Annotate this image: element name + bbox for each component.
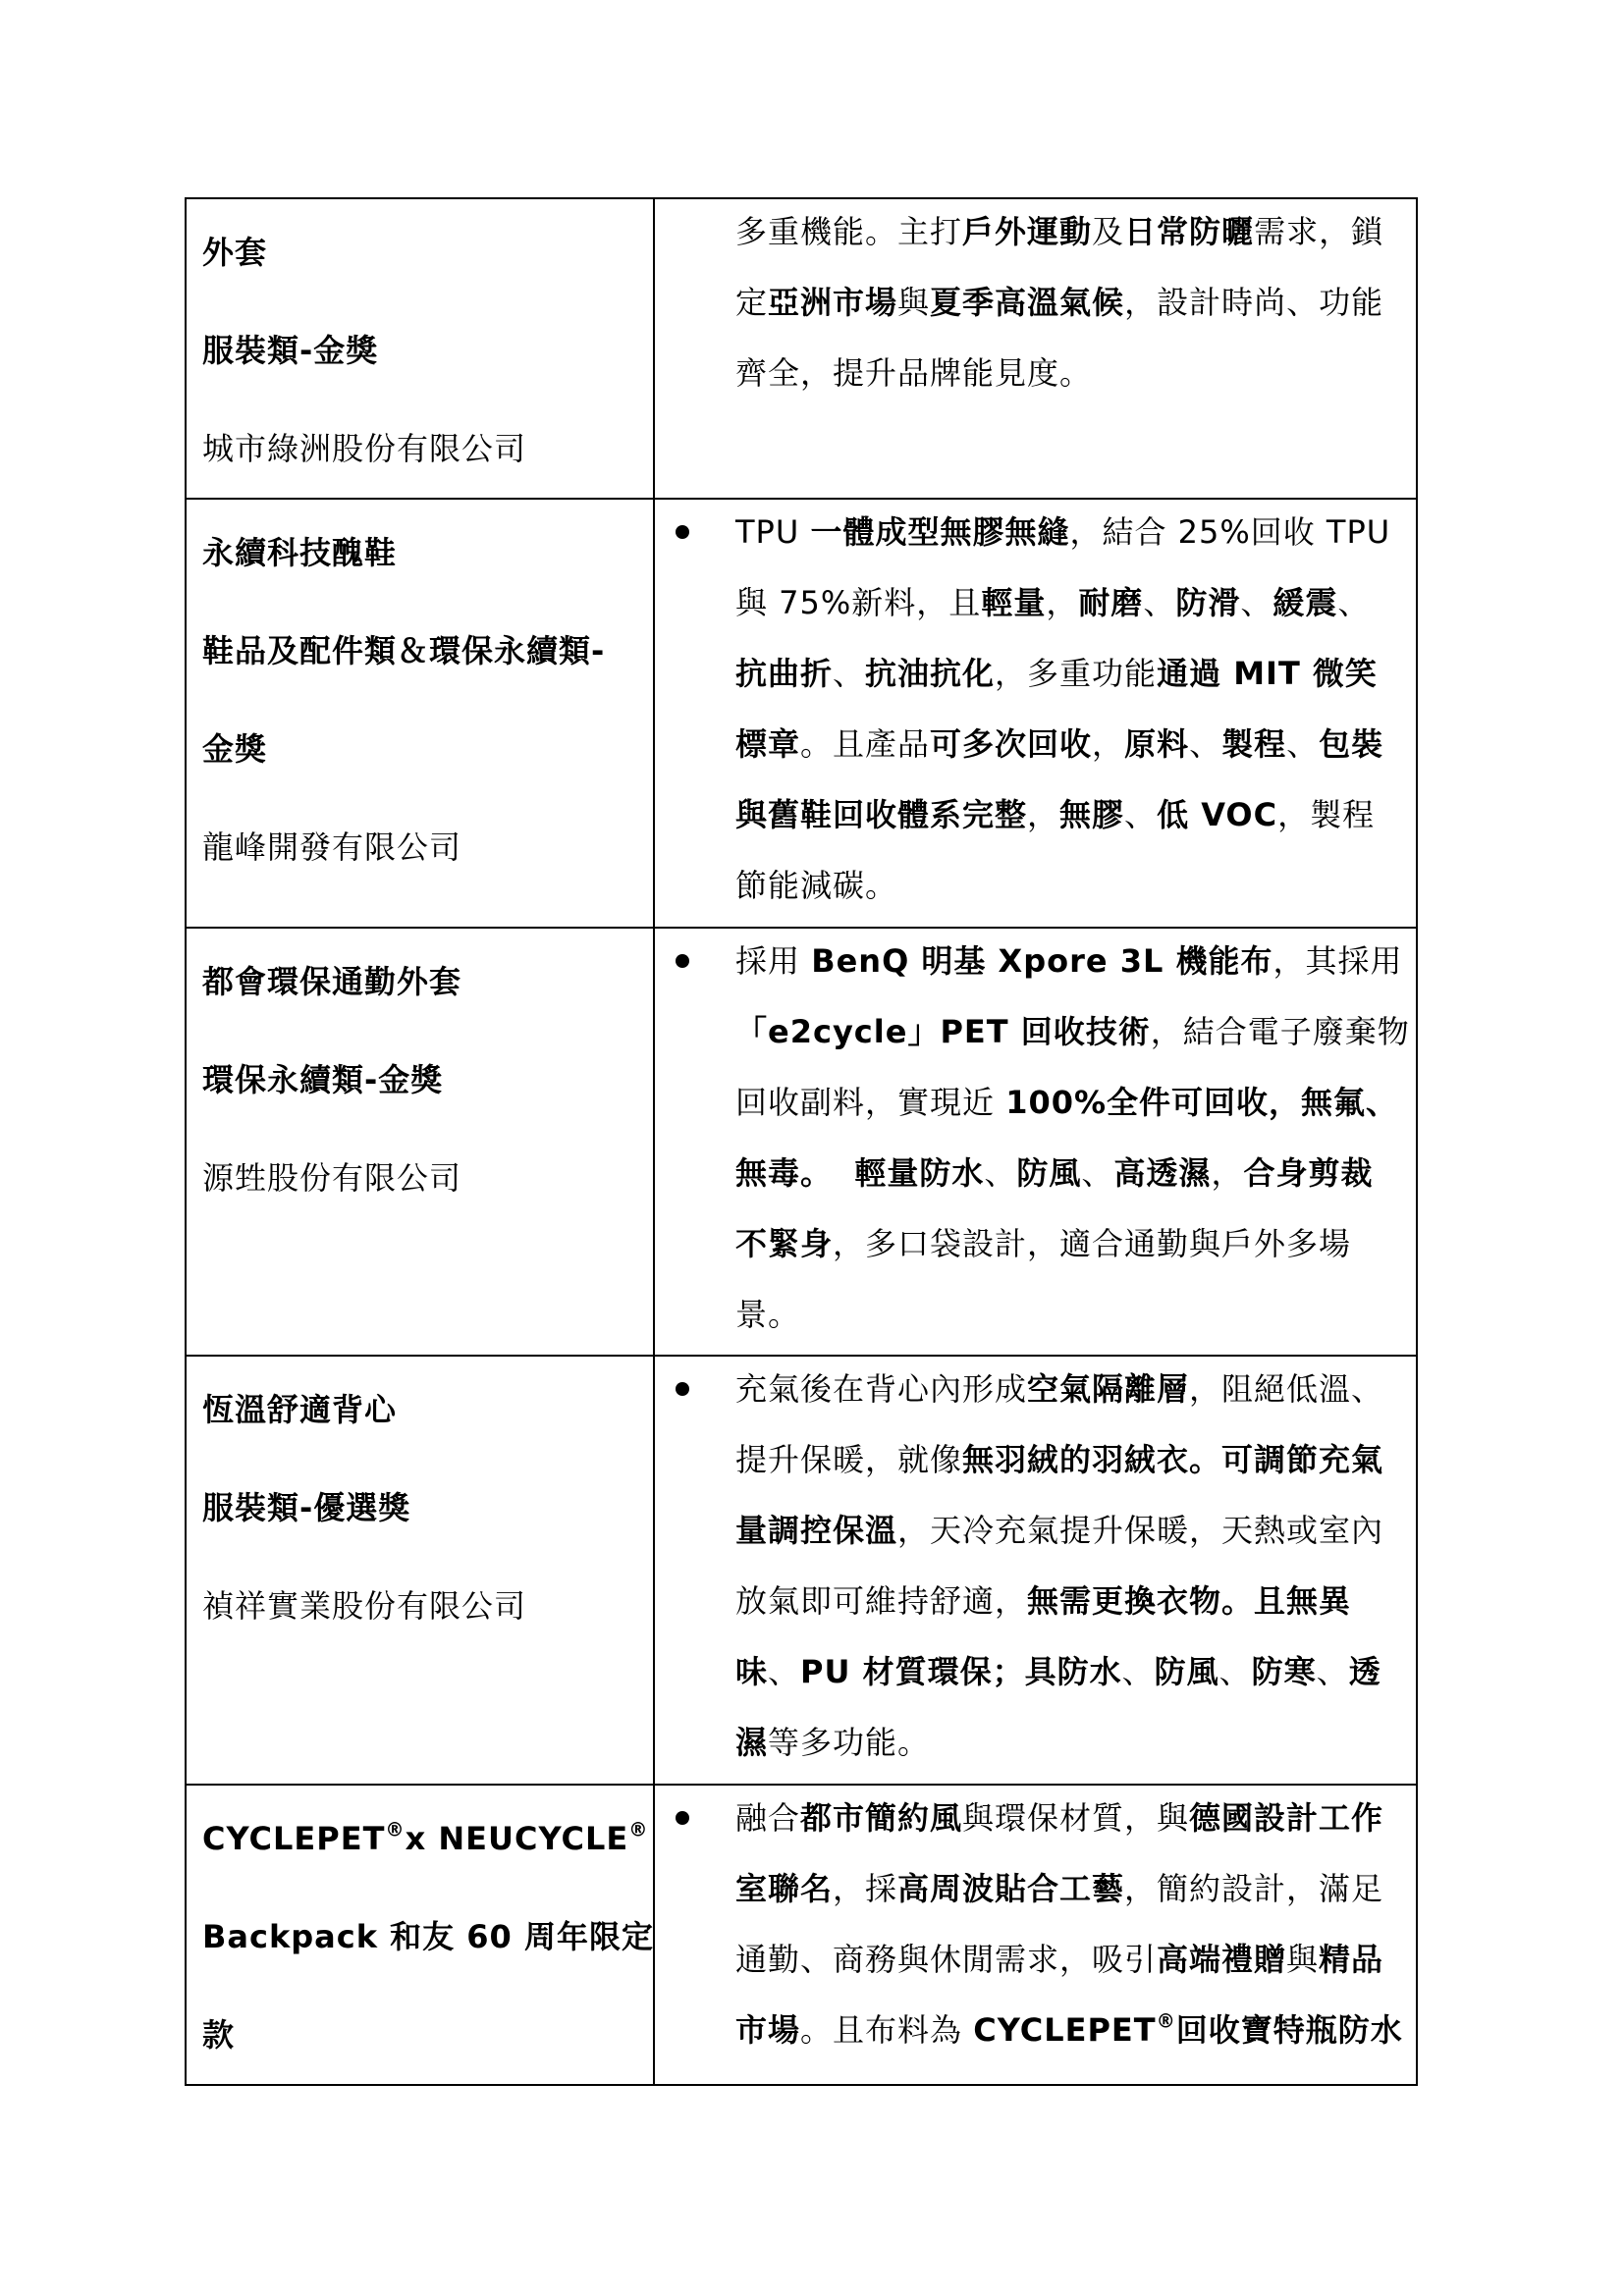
description-cell [654,1356,1417,1785]
description-text [735,196,1408,408]
product-info-cell [186,1785,654,2085]
bold-text-run: Backpack 和友 60 周年限定 [202,1918,654,1955]
description-line [735,850,1408,921]
product-info-cell [186,198,654,499]
text-run: 多重機能。主打 [735,213,963,250]
text-run: 、 [1240,584,1273,621]
description-text [735,1354,1408,1778]
bold-text-run: 服裝類-金獎 [202,332,379,369]
text-run: TPU [735,513,811,551]
description-line [735,1138,1408,1208]
text-run: 回收副料，實現近 [735,1084,1006,1121]
description-line [735,1495,1408,1566]
bold-text-run: 無膠 [1059,796,1125,833]
text-run: 、 [1121,1653,1155,1690]
bold-text-run: 與舊鞋回收體系完整 [735,796,1028,833]
text-run: 融合 [735,1799,801,1837]
text-run: ，製程 [1277,796,1376,833]
text-run: 源甡股份有限公司 [202,1159,462,1197]
description-line [735,709,1408,779]
product-name-line [202,1789,649,1888]
bold-text-run: 金獎 [202,730,268,768]
text-run: 與 75%新料，且 [735,584,982,621]
description-text [735,926,1408,1350]
product-info-line [202,798,645,896]
bold-text-run: 製程 [1221,725,1287,763]
description-line [735,1636,1408,1707]
description-text [735,1783,1408,2065]
description-line [735,1566,1408,1636]
text-run: ，多口袋設計，適合通勤與戶外多場 [833,1225,1352,1262]
text-run: 定 [735,284,769,321]
product-info-line [202,1459,645,1557]
award-row [186,928,1417,1356]
registered-mark: ® [385,1818,406,1842]
bold-text-run: 可多次回收 [930,725,1093,763]
product-info-line [202,700,645,798]
text-run: 與 [1286,1941,1320,1978]
bold-text-run: 「e2cycle」PET 回收技術 [735,1013,1151,1050]
bold-text-run: 無羽絨的羽絨衣。可調節充氣 [962,1441,1384,1478]
registered-mark: ® [628,1818,649,1842]
product-info-text [202,203,645,498]
product-info-line [202,1129,645,1227]
description-line [735,996,1408,1067]
product-name-line [202,1361,645,1459]
product-info-text [202,1789,654,2084]
text-run: 、 [1124,796,1158,833]
text-run: 。且布料為 [800,2011,974,2049]
text-run: 、 [1143,584,1176,621]
description-line [735,338,1408,408]
description-line [735,196,1408,267]
text-run: 城市綠洲股份有限公司 [202,430,527,467]
product-name-line [202,933,645,1031]
bold-text-run: 不緊身 [735,1225,834,1262]
product-info-text [202,504,645,896]
text-run: 、 [1316,1653,1349,1690]
text-run: ，阻絕低溫、 [1189,1370,1384,1408]
product-name-line [202,203,645,301]
description-line [735,1424,1408,1495]
description-line [735,1707,1408,1778]
text-run: ，多重功能 [995,655,1158,692]
bold-text-run: 高透濕 [1113,1154,1212,1192]
award-row [186,1356,1417,1785]
bold-text-run: PU 材質環保；具防水 [800,1653,1122,1690]
bold-text-run: 鞋品及配件類＆環保永續類- [202,632,606,669]
description-cell [654,928,1417,1356]
bold-text-run: 外套 [202,234,268,271]
description-line [735,1208,1408,1279]
bold-text-run: 無毒。 [735,1154,834,1192]
text-run: 採用 [735,942,812,980]
text-run: ， [1092,725,1125,763]
bold-text-run: 標章 [735,725,801,763]
product-name-line [202,504,645,602]
text-run: 齊全，提升品牌能見度。 [735,354,1093,392]
text-run: 放氣即可維持舒適， [735,1582,1028,1620]
bold-text-run: 100%全件可回收，無氟、 [1005,1084,1399,1121]
text-run: 及 [1092,213,1125,250]
bold-text-run: 日常防曬 [1124,213,1255,250]
bold-text-run: 防風 [1016,1154,1082,1192]
bullet-icon [676,1811,689,1825]
text-run: 龍峰開發有限公司 [202,828,462,866]
bold-text-run: 都市簡約風 [800,1799,963,1837]
registered-mark: ® [1156,2009,1176,2033]
bold-text-run: 輕量 [981,584,1047,621]
bold-text-run: 一體成型無膠無縫 [810,513,1070,551]
text-run: 、 [1337,584,1371,621]
bold-text-run: 無需更換衣物。且無異 [1027,1582,1352,1620]
product-info-line [202,1986,645,2084]
text-run: ， [1211,1154,1244,1192]
bold-text-run: 服裝類-優選獎 [202,1489,411,1526]
text-run: 等多功能。 [768,1724,931,1761]
description-line [735,267,1408,338]
bold-text-run: 環保永續類-金獎 [202,1061,444,1098]
bold-text-run: 濕 [735,1724,769,1761]
bold-text-run: 夏季高溫氣候 [930,284,1125,321]
bold-text-run: CYCLEPET [973,2011,1157,2049]
description-line [735,1354,1408,1424]
bold-text-run: 防寒 [1251,1653,1317,1690]
description-line [735,1924,1408,1995]
bold-text-run: 抗油抗化 [865,655,996,692]
description-text [735,497,1408,921]
product-info-cell [186,499,654,928]
bold-text-run: 市場 [735,2011,801,2049]
product-info-cell [186,1356,654,1785]
text-run: 需求，鎖 [1254,213,1384,250]
text-run: 、 [1286,725,1320,763]
product-info-line [202,1031,645,1129]
description-line [735,926,1408,996]
product-info-line [202,1888,654,1986]
bold-text-run: 防滑 [1175,584,1241,621]
description-line [735,567,1408,638]
text-run: 禎祥實業股份有限公司 [202,1587,527,1625]
description-cell [654,499,1417,928]
bold-text-run: CYCLEPET [202,1820,386,1857]
bold-text-run: 空氣隔離層 [1027,1370,1190,1408]
description-line [735,497,1408,567]
bold-text-run: 高端禮贈 [1157,1941,1287,1978]
text-run: ，其採用 [1272,942,1403,980]
bold-text-run: 低 VOC [1157,796,1278,833]
bold-text-run: x NEUCYCLE [405,1820,629,1857]
text-run: 景。 [735,1296,801,1333]
text-run: 與 [897,284,931,321]
award-row [186,499,1417,928]
text-run: ，簡約設計，滿足 [1124,1870,1384,1907]
bold-text-run: 包裝 [1319,725,1384,763]
product-info-line [202,602,645,700]
bold-text-run: 合身剪裁 [1243,1154,1374,1192]
description-line [735,1279,1408,1350]
text-run: ， [1027,796,1060,833]
bold-text-run: 亞洲市場 [768,284,898,321]
bold-text-run: 味 [735,1653,769,1690]
bold-text-run: 高周波貼合工藝 [897,1870,1125,1907]
bullet-icon [676,1382,689,1396]
bullet-icon [676,954,689,968]
text-run: 充氣後在背心內形成 [735,1370,1028,1408]
bold-text-run: 戶外運動 [962,213,1093,250]
text-run: ， [1046,584,1079,621]
description-line [735,1783,1408,1853]
text-run: 與環保材質，與 [962,1799,1190,1837]
product-info-cell [186,928,654,1356]
bold-text-run: 抗曲折 [735,655,834,692]
product-info-text [202,1361,645,1655]
text-run: 、 [833,655,866,692]
bold-text-run: 回收寶特瓶防水 [1175,2011,1403,2049]
product-info-text [202,933,645,1227]
text-run: 、 [1189,725,1222,763]
text-run: 、 [984,1154,1017,1192]
text-run: ，結合電子廢棄物 [1150,1013,1410,1050]
text-run [833,1154,854,1192]
bold-text-run: 款 [202,2016,236,2054]
award-table [185,197,1418,2086]
bold-text-run: 德國設計工作 [1189,1799,1384,1837]
description-line [735,638,1408,709]
product-info-line [202,1557,645,1655]
bold-text-run: 防風 [1154,1653,1219,1690]
text-run: 、 [1218,1653,1252,1690]
bold-text-run: BenQ 明基 Xpore 3L 機能布 [811,942,1273,980]
text-run: 通勤、商務與休閒需求，吸引 [735,1941,1158,1978]
description-line [735,1853,1408,1924]
text-run: ，採 [833,1870,898,1907]
description-cell [654,1785,1417,2085]
text-run: 提升保暖，就像 [735,1441,963,1478]
award-table-body [186,198,1417,2085]
text-run: 、 [768,1653,801,1690]
bold-text-run: 原料 [1124,725,1190,763]
bold-text-run: 耐磨 [1078,584,1144,621]
text-run: ，結合 25%回收 TPU [1069,513,1391,551]
award-row [186,198,1417,499]
text-run: 、 [1081,1154,1114,1192]
bold-text-run: 永續科技醜鞋 [202,534,398,571]
text-run: ，天冷充氣提升保暖，天熱或室內 [897,1512,1384,1549]
bold-text-run: 量調控保溫 [735,1512,898,1549]
description-line [735,1067,1408,1138]
description-cell [654,198,1417,499]
product-info-line [202,400,645,498]
bold-text-run: 緩震 [1272,584,1338,621]
bullet-icon [676,525,689,539]
bold-text-run: 透 [1348,1653,1381,1690]
bold-text-run: 通過 MIT 微笑 [1157,655,1378,692]
award-row [186,1785,1417,2085]
bold-text-run: 都會環保通勤外套 [202,963,462,1000]
description-line [735,1995,1408,2065]
bold-text-run: 精品 [1319,1941,1384,1978]
product-info-line [202,301,645,400]
text-run: ，設計時尚、功能 [1124,284,1384,321]
bold-text-run: 輕量防水 [854,1154,985,1192]
bold-text-run: 恆溫舒適背心 [202,1391,398,1428]
text-run: 節能減碳。 [735,867,898,904]
bold-text-run: 室聯名 [735,1870,834,1907]
text-run: 。且產品 [800,725,931,763]
description-line [735,779,1408,850]
